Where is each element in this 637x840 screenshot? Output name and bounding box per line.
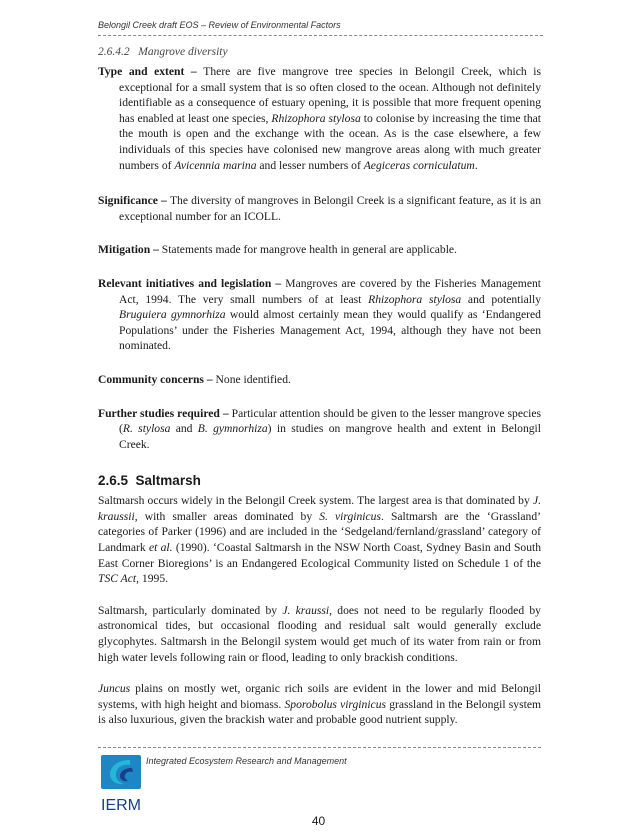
section-heading-saltmarsh	[98, 472, 541, 489]
entry-further-studies: Further studies required – Particular attention should be given to the lesser mangrove species (R. stylosa and B. gymnorhiza) in studies on mangrove health and extent in Belongil Creek.	[98, 406, 541, 451]
entry-label: Further studies required	[98, 406, 220, 420]
paragraph-saltmarsh-2: Saltmarsh, particularly dominated by J. kraussi, does not need to be regularly flooded by astronomical tides, but occasional flooding and residual salt would generally exclude glycophytes. Saltmarsh in the Belongil system would get much of its water from rain or from high water levels following rain or flood, leading to only brackish conditions.	[98, 603, 541, 664]
entry-label: Relevant initiatives and legislation	[98, 276, 272, 290]
species-name: Rhizophora stylosa	[271, 111, 361, 125]
entry-label: Community concerns	[98, 372, 204, 386]
species-name: B. gymnorhiza	[197, 422, 268, 436]
subsection-title: Mangrove diversity	[138, 46, 228, 58]
species-name: Aegiceras corniculatum	[363, 158, 475, 172]
species-name: Rhizophora stylosa	[368, 292, 462, 306]
section-title: Saltmarsh	[135, 473, 201, 489]
entry-community-concerns: Community concerns – None identified.	[98, 372, 291, 386]
species-name: Bruguiera gymnorhiza	[119, 308, 226, 322]
logo-text: IERM	[101, 797, 141, 814]
entry-type-and-extent: Type and extent – There are five mangrove tree species in Belongil Creek, which is exceptional for a small system that is so often closed to the ocean. Although not definitely identifiable as a consequence of estuary opening, it is possible that more frequent opening has enabled at least one species, Rhizophora stylosa to colonise by increasing the time that the mouth is open and the exchange with the ocean. As is the case elsewhere, a few individuals of this species have colonised new mangrove areas along with much greater numbers of Avicennia marina and lesser numbers of Aegiceras corniculatum.	[98, 65, 541, 172]
entry-mitigation: Mitigation – Statements made for mangrove health in general are applicable.	[98, 243, 457, 257]
page-header: Belongil Creek draft EOS – Review of Environmental Factors	[98, 20, 543, 36]
entry-relevant-initiatives: Relevant initiatives and legislation – Mangroves are covered by the Fisheries Management Act, 1994. The very small numbers of at least Rhizophora stylosa and potentially Bruguiera gymnorhiza would almost certainly mean they would qualify as ‘Endangered Populations’ under the Fisheries Management Act, 1994, although they have not been nominated.	[98, 276, 541, 353]
paragraph-saltmarsh-3: Juncus plains on mostly wet, organic rich soils are evident in the lower and mid Belongil systems, with high height and biomass. Sporobolus virginicus grassland in the Belongil system is also luxurious, given the brackish water and probable good nutrient supply.	[98, 682, 541, 727]
footer-divider	[98, 747, 541, 748]
entry-label: Significance	[98, 194, 158, 208]
ierm-logo	[100, 754, 144, 814]
species-name: R. stylosa	[122, 422, 171, 436]
species-name: Avicennia marina	[174, 158, 257, 172]
subsection-number: 2.6.4.2	[98, 46, 130, 58]
page-number: 40	[311, 814, 326, 828]
entry-significance: Significance – The diversity of mangroves in Belongil Creek is a significant feature, as it is an exceptional number for an ICOLL.	[98, 194, 541, 223]
paragraph-saltmarsh-1: Saltmarsh occurs widely in the Belongil Creek system. The largest area is that dominated by J. kraussii, with smaller areas dominated by S. virginicus. Saltmarsh are the ‘Grassland’ categories of Parker (1996) and are included in the ‘Sedgeland/fernland/grassland’ category of Landmark et al. (1990). ‘Coastal Saltmarsh in the NSW North Coast, Sydney Basin and South East Corner Bioregions’ is an Endangered Ecological Community listed on Schedule 1 of the TSC Act, 1995.	[98, 494, 542, 586]
main-content	[98, 44, 541, 728]
entry-label: Mitigation	[98, 243, 151, 257]
subsection-heading	[98, 44, 541, 60]
entry-label: Type and extent	[98, 65, 185, 78]
section-number: 2.6.5	[98, 473, 129, 489]
footer-organisation: Integrated Ecosystem Research and Management	[146, 756, 347, 766]
